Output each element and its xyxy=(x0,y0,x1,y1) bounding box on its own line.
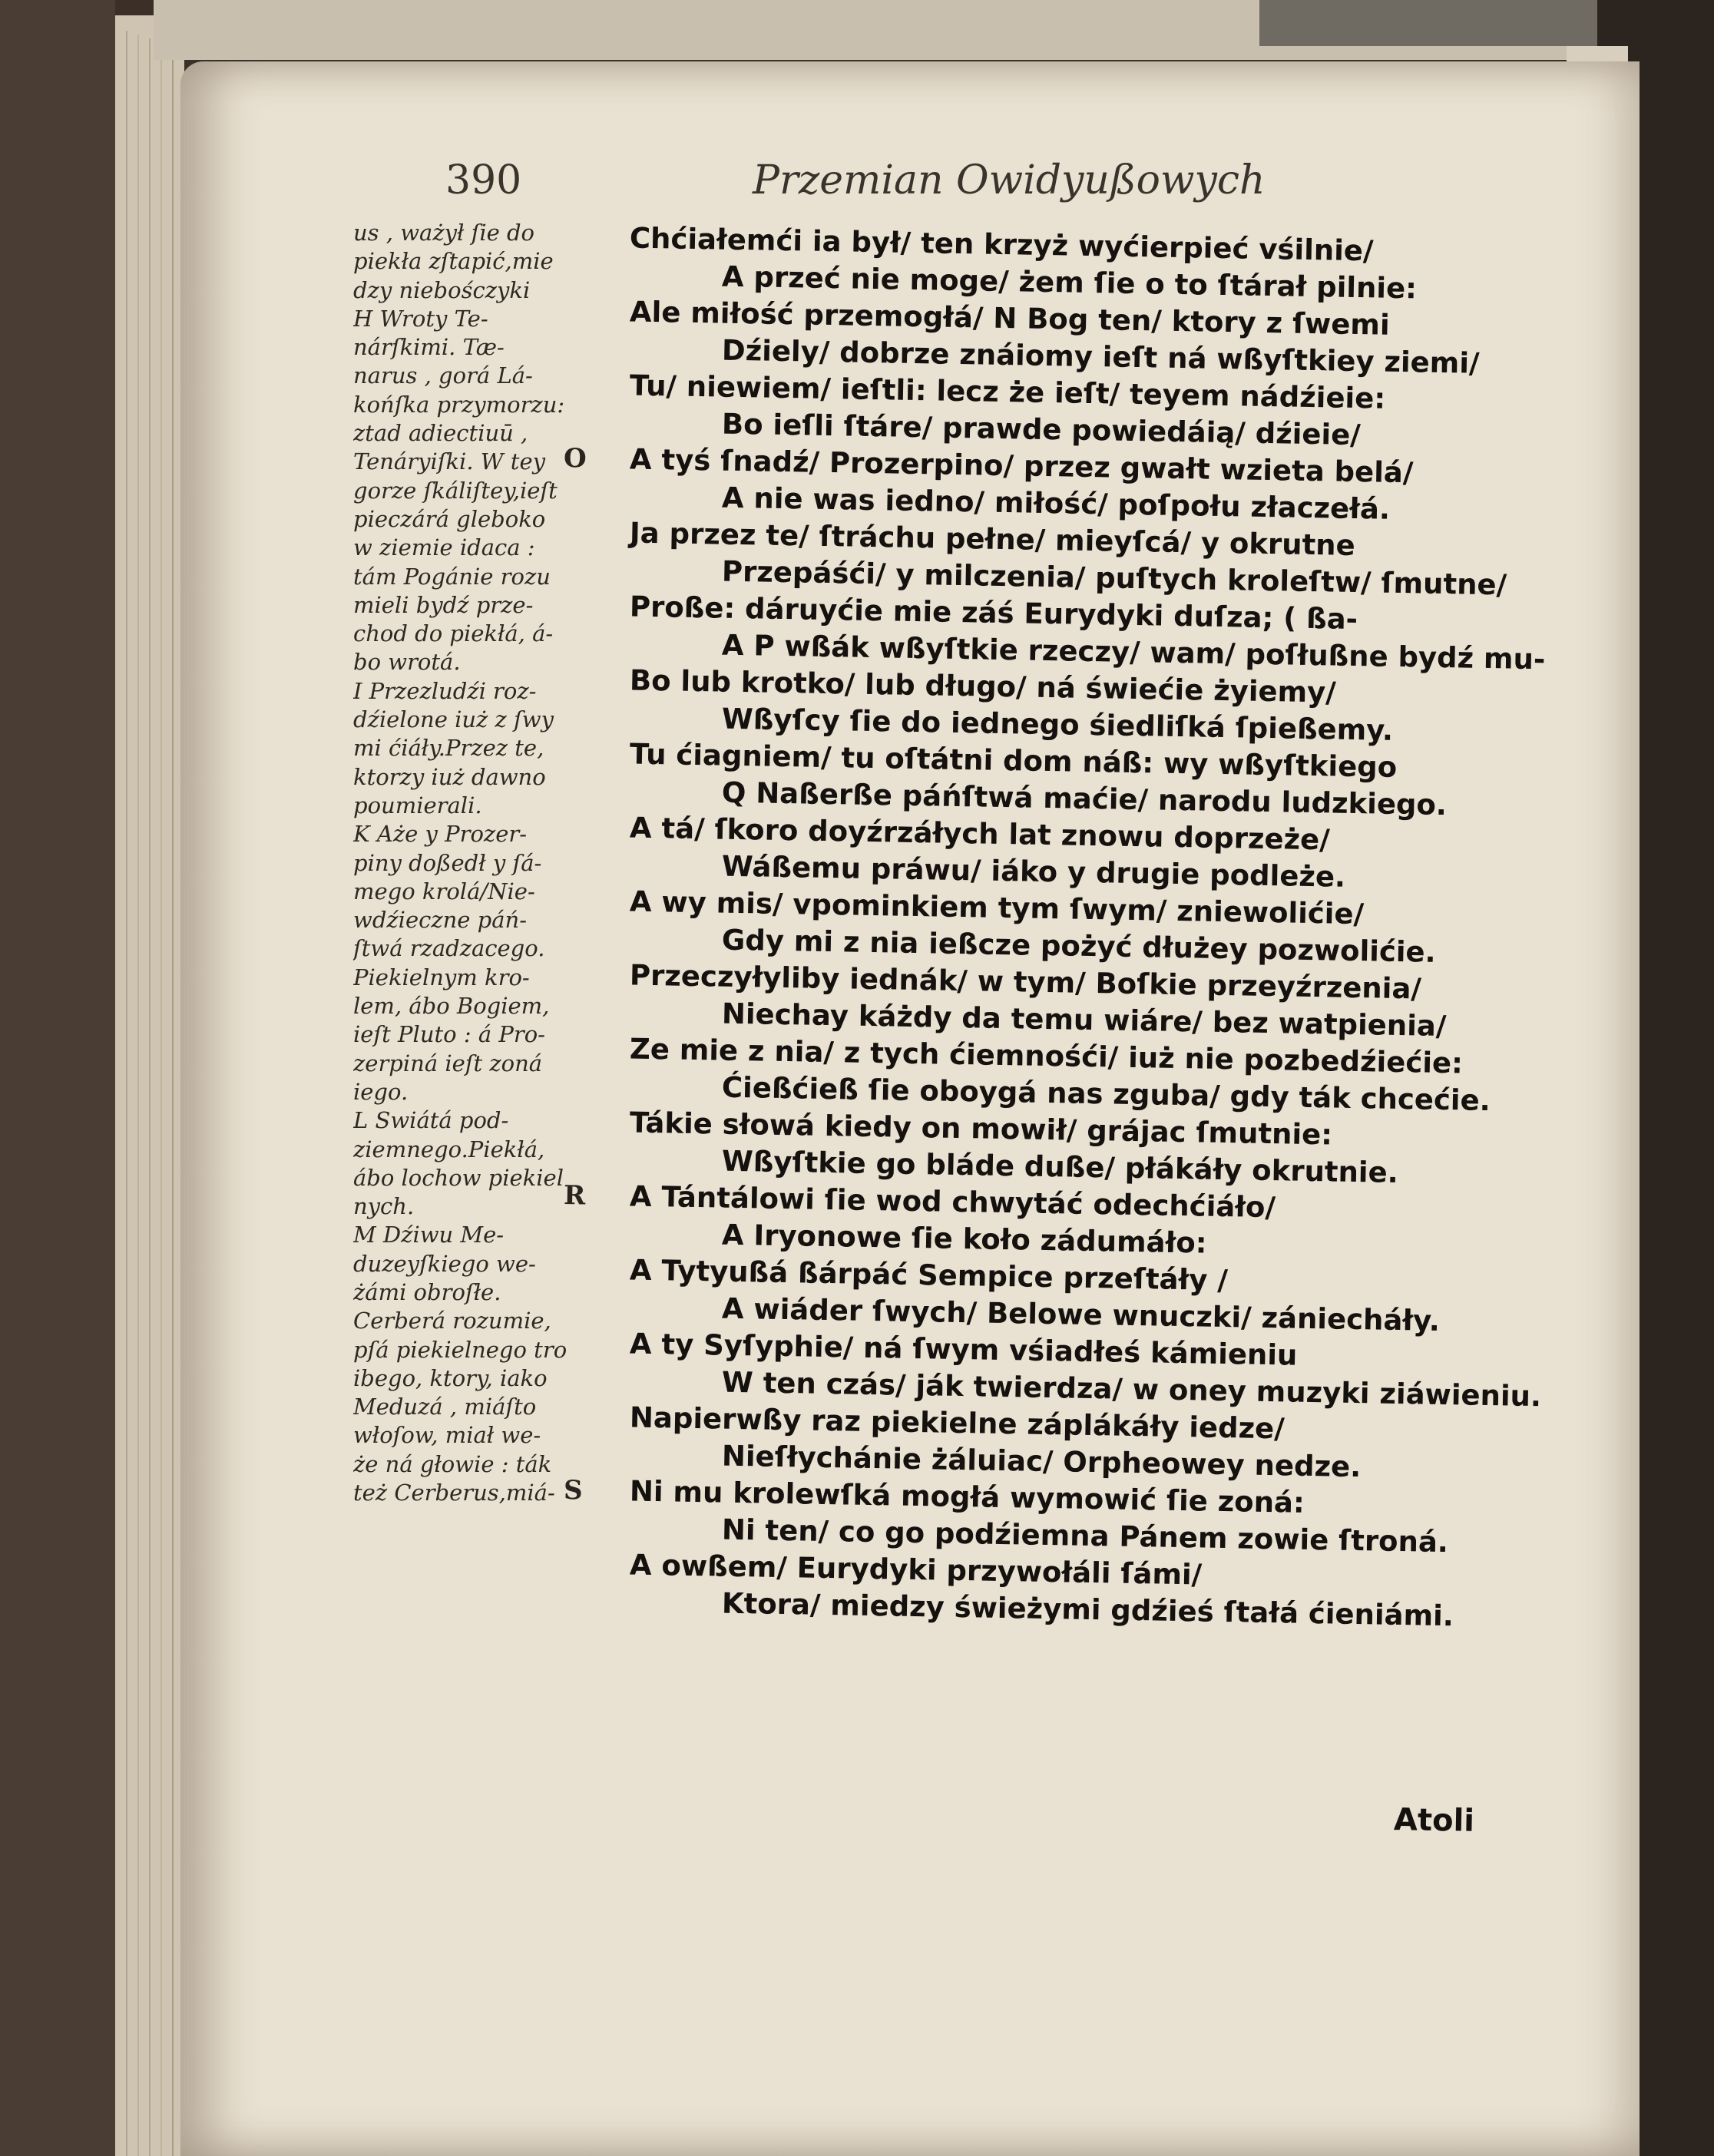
catchword: Atoli xyxy=(1393,1802,1475,1839)
margin-note-line: ábo lochow piekiel xyxy=(353,1164,564,1191)
margin-note-line: bo wrotá. xyxy=(353,649,461,676)
margin-note-line: nych. xyxy=(353,1193,415,1220)
margin-note-line: poumierali. xyxy=(353,792,482,818)
verse-line: Przeczyłyliby iednák/ w tym/ Boſkie przeyźrzenia/ xyxy=(629,958,1422,1006)
page-number: 390 xyxy=(445,157,522,203)
margin-note-line: ieſt Pluto : á Pro- xyxy=(353,1021,545,1048)
margin-note-line: pſá piekielnego tro xyxy=(353,1336,567,1363)
verse-line: Q Naßerße páńſtwá maćie/ narodu ludzkiego. xyxy=(721,775,1448,822)
margin-note-line: M Dźiwu Me- xyxy=(353,1222,505,1248)
margin-note-line: narus , gorá Lá- xyxy=(353,362,533,389)
margin-note-line: ziemnego.Piekłá, xyxy=(353,1136,545,1162)
margin-note-line: us , ważył ſie do xyxy=(353,220,535,246)
verse-line: Ja przez te/ ſtráchu pełne/ mieyſcá/ y okrutne xyxy=(629,516,1356,563)
margin-note-line: gorze ſkáliſtey,ieſt xyxy=(353,477,558,504)
margin-note-line: duzeyſkiego we- xyxy=(353,1250,536,1277)
margin-note-line: ktorzy iuż dawno xyxy=(353,763,546,790)
verse-line: Ze mie z nia/ z tych ćiemnośći/ iuż nie pozbedźiećie: xyxy=(629,1032,1464,1080)
margin-note-line: ſtwá rzadzacego. xyxy=(353,935,545,962)
verse-line: Ćießćieß ſie oboygá nas zguba/ gdy ták chcećie. xyxy=(721,1070,1491,1118)
margin-note-line: chod do piekłá, á- xyxy=(353,620,554,647)
page-edge-stack xyxy=(115,15,184,2156)
margin-note-line: lem, ábo Bogiem, xyxy=(353,993,550,1020)
verse-line: A wiáder ſwych/ Belowe wnuczki/ zániecháły. xyxy=(721,1291,1441,1338)
verse-line: A P wßák wßyſtkie rzeczy/ wam/ poſłußne bydź mu- xyxy=(721,628,1546,676)
note-marker-S: S xyxy=(563,1475,583,1506)
margin-note-line: ibego, ktory, iako xyxy=(353,1364,548,1391)
verse-line: A przeć nie moge/ żem ſie o to ſtárał pilnie: xyxy=(721,260,1418,306)
margin-note-line: mego krolá/Nie- xyxy=(353,878,535,904)
margin-note-line: dzy niebośczyki xyxy=(353,276,531,303)
verse-line: Proße: dáruyćie mie záś Eurydyki duſza; ( ßa- xyxy=(629,590,1358,637)
verse-line: Wáßemu práwu/ iáko y drugie podleże. xyxy=(721,849,1346,894)
verse-line: A owßem/ Eurydyki przywołáli ſámi/ xyxy=(629,1548,1203,1592)
margin-note-line: Cerberá rozumie, xyxy=(353,1308,551,1334)
margin-note-line: Meduzá , miáſto xyxy=(353,1394,537,1420)
verse-line: A tá/ ſkoro doyźrzáłych lat znowu doprzeże/ xyxy=(629,811,1331,857)
margin-note-line: K Aże y Prozer- xyxy=(353,821,528,848)
verse-line: W ten czás/ ják twierdza/ w oney muzyki ziáwieniu. xyxy=(721,1365,1542,1414)
verse-line: Gdy mi z nia ießcze pożyć dłużey pozwolićie. xyxy=(721,923,1437,969)
margin-note-line: końſka przymorzu: xyxy=(353,391,565,418)
verse-line: Tu/ niewiem/ ieſtli: lecz że ieſt/ teyem nádźieie: xyxy=(629,369,1386,415)
verse-line: Nieſłychánie żáluiac/ Orpheowey nedze. xyxy=(721,1439,1362,1484)
margin-note-line: mi ćiáły.Przez te, xyxy=(353,735,544,762)
margin-note-line: iego. xyxy=(353,1078,409,1105)
top-page-stack xyxy=(154,0,1597,60)
verse-line: S Ni mu krolewſká mogłá wymowić ſie zoná: xyxy=(607,1473,1529,1526)
verse-line: Ni ten/ co go podźiemna Pánem zowie ſtroná. xyxy=(721,1513,1449,1559)
margin-note-line: żámi obroſłe. xyxy=(353,1278,501,1305)
margin-notes xyxy=(353,219,610,1507)
margin-note-line: włoſow, miał we- xyxy=(353,1422,541,1449)
margin-note-line: nárſkimi. Tæ- xyxy=(353,334,505,361)
verse-line: R A Tántálowi ſie wod chwytáć odechćiáło/ xyxy=(607,1178,1529,1231)
verse-line: A Tytyußá ßárpáć Sempice przeſtáły / xyxy=(629,1253,1229,1298)
verse-line: Przepáśći/ y milczenia/ puſtych kroleſtw/ ſmutne/ xyxy=(721,554,1507,602)
verse-line: Wßyſtkie go bláde duße/ płákáły okrutnie. xyxy=(721,1144,1399,1189)
margin-note-line: L Swiátá pod- xyxy=(353,1107,509,1134)
verse-line: Ktora/ miedzy świeżymi gdźieś ſtałá ćieniámi. xyxy=(721,1586,1454,1633)
margin-note-line: ztad adiectiuū , xyxy=(353,420,528,447)
verse-line: Niechay káżdy da temu wiáre/ bez watpienia/ xyxy=(721,997,1447,1043)
margin-note-line: H Wroty Te- xyxy=(353,305,488,332)
verse-line: A Iryonowe ſie koło zádumáło: xyxy=(721,1218,1207,1260)
verse-line: Dźiely/ dobrze znáiomy ieſt ná wßyſtkiey ziemi/ xyxy=(721,333,1480,380)
margin-note-line: dźielone iuż z ſwy xyxy=(353,706,554,733)
verse-line: O A tyś ſnadź/ Prozerpino/ przez gwałt wzieta belá/ xyxy=(607,441,1529,494)
margin-note-line: piny doßedł y ſá- xyxy=(353,849,542,876)
running-title: Przemian Owidyußowych xyxy=(753,157,1266,203)
verse-body xyxy=(563,220,1546,1633)
margin-note-line: Tenáryiſki. W tey xyxy=(353,448,545,475)
note-marker-O: O xyxy=(563,443,587,475)
margin-note-line: zerpiná ieſt zoná xyxy=(353,1050,543,1076)
verse-line: Chćiałemći ia był/ ten krzyż wyćierpieć vśilnie/ xyxy=(629,221,1374,268)
verse-line: A wy mis/ vpominkiem tym ſwym/ zniewolićie/ xyxy=(629,885,1365,931)
verse-line: A nie was iedno/ miłość/ poſpołu złaczełá. xyxy=(721,481,1391,526)
verse-line: Tu ćiagniem/ tu oſtátni dom náß: wy wßyſtkiego xyxy=(629,737,1398,784)
margin-note-line: tám Pogánie rozu xyxy=(353,563,551,590)
verse-line: Ale miłość przemogłá/ N Bog ten/ ktory z ſwemi xyxy=(629,295,1391,342)
verse-line: Bo lub krotko/ lub długo/ ná świećie żyiemy/ xyxy=(629,663,1337,709)
verse-line: A ty Syſyphie/ ná ſwym vśiadłeś kámieniu xyxy=(629,1327,1298,1372)
margin-note-line: piekła zſtapić,mie xyxy=(353,248,554,275)
verse-line: Tákie słowá kiedy on mowił/ grájac ſmutnie: xyxy=(629,1106,1333,1152)
margin-note-line: Piekielnym kro- xyxy=(353,964,530,990)
margin-note-line: wdźieczne páń- xyxy=(353,907,528,934)
note-marker-R: R xyxy=(563,1180,586,1212)
verse-line: Bo ieſli ſtáre/ prawde powiedáią/ dźieie/ xyxy=(721,407,1362,452)
margin-note-line: że ná głowie : ták xyxy=(353,1450,552,1477)
margin-note-line: I Przezludźi roz- xyxy=(353,677,537,704)
verse-line: Napierwßy raz piekielne záplákáły iedze/ xyxy=(629,1400,1286,1446)
margin-note-line: mieli bydź prze- xyxy=(353,591,534,618)
margin-note-line: w ziemie idaca : xyxy=(353,534,535,561)
margin-note-line: też Cerberus,miá- xyxy=(353,1480,555,1506)
margin-note-line: pieczárá gleboko xyxy=(353,505,546,532)
verse-line: Wßyſcy ſie do iednego śiedliſká ſpießemy. xyxy=(721,702,1394,747)
